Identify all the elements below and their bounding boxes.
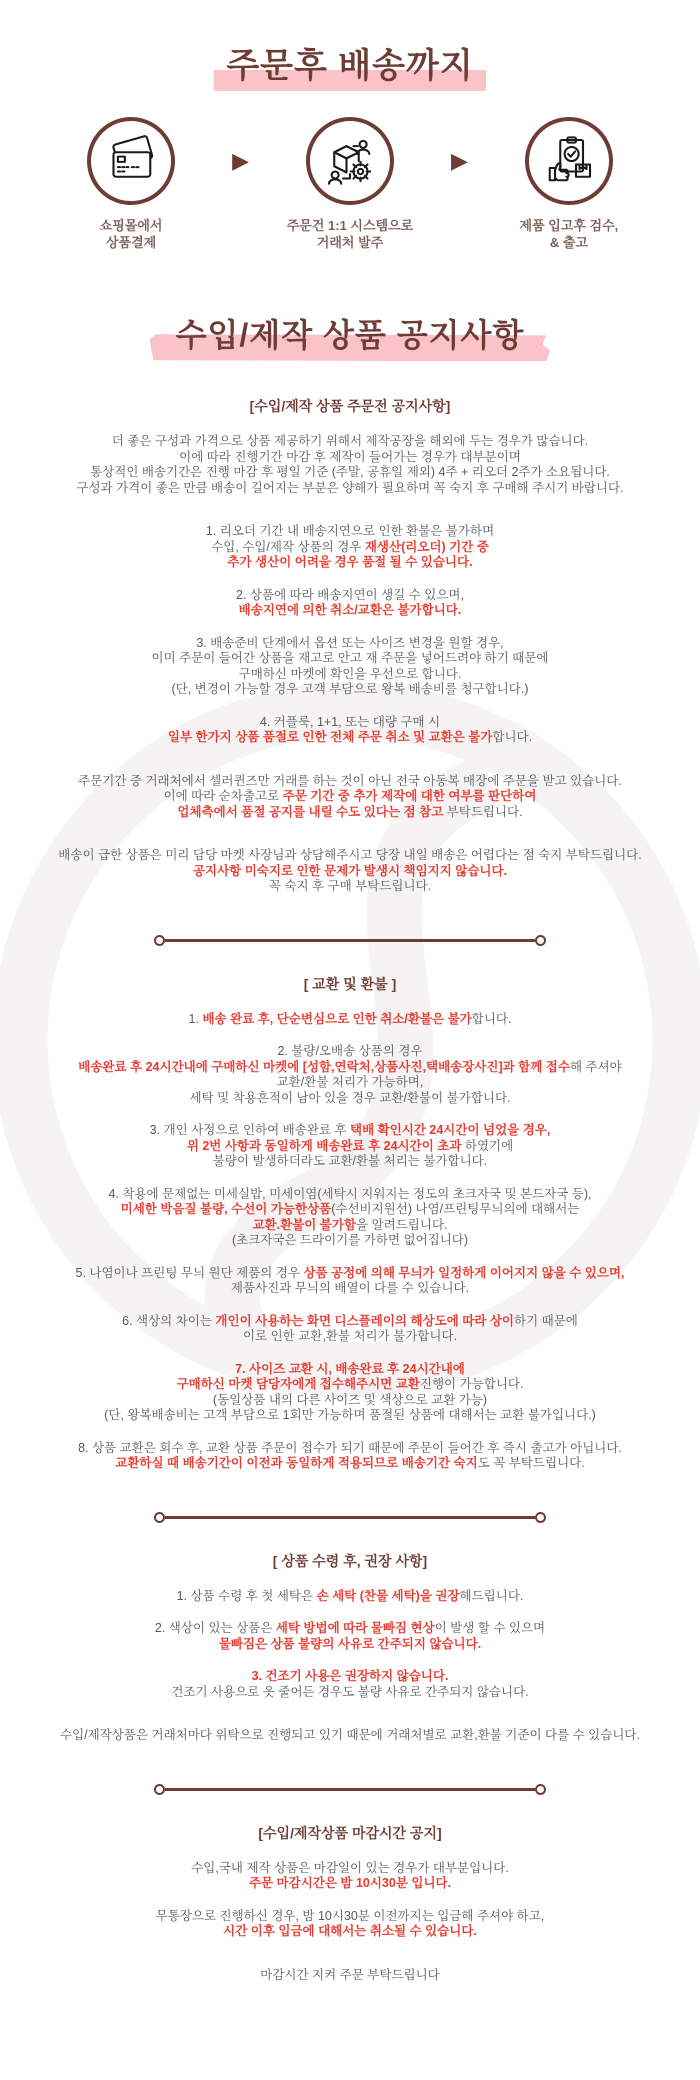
notice-paragraph: 6. 색상의 차이는 개인이 사용하는 화면 디스플레이의 해상도에 따라 상이하기 때문에 이로 인한 교환,환불 처리가 불가합니다. [122, 1313, 578, 1344]
notice-paragraph: 3. 개인 사정으로 인하여 배송완료 후 택배 확인시간 24시간이 넘었을 경우, 위 2번 사항과 동일하게 배송완료 후 24시간이 초과 하였기에 불량이 발생하더라도 교환/환불 처리는 불가합니다. [149, 1123, 551, 1169]
notice-paragraph: 주문기간 중 거래처에서 셀러퀸즈만 거래를 하는 것이 아닌 전국 아동복 매장에 주문을 받고 있습니다. 이에 따라 순차출고로 주문 기간 중 추가 제작에 대한 여부를 판단하여 업체측에서 품절 공지를 내릴 수도 있다는 점 참고 부탁드립니다. [78, 773, 622, 819]
divider-ring [535, 1512, 546, 1523]
notice-paragraph: 7. 사이즈 교환 시, 배송완료 후 24시간내에 구매하신 마켓 담당자에게 접수해주시면 교환진행이 가능합니다. (동일상품 내의 다른 사이즈 및 색상으로 교환 가능) (단, 왕복배송비는 고객 부담으로 1회만 가능하며 품절된 상품에 대해서는 교환 불가입니다.) [104, 1361, 596, 1423]
step-order-system [275, 117, 425, 252]
credit-card-icon [103, 133, 159, 189]
arrow-right-icon: ▶ [451, 148, 468, 174]
page-title: 주문후 배송까지 [226, 46, 473, 87]
section-heading: [수입/제작상품 마감시간 공지] [258, 1824, 442, 1841]
notice-paragraph: 2. 상품에 따라 배송지연이 생길 수 있으며, 배송지연에 의한 취소/교환은 불가합니다. [236, 587, 464, 618]
process-steps [0, 117, 700, 252]
notice-paragraph: 3. 배송준비 단계에서 옵션 또는 사이즈 변경을 원할 경우, 이미 주문이 들어간 상품을 재고로 안고 재 주문을 넣어드려야 하기 때문에 구매하신 마켓에 확인을 우선으로 합니다. (단, 변경이 가능할 경우 고객 부담으로 왕복 배송비를 청구합니다.) [151, 635, 549, 697]
step-label: 주문건 1:1 시스템으로 거래처 발주 [286, 217, 414, 251]
notice-paragraph: 2. 색상이 있는 상품은 세탁 방법에 따라 물빠짐 현상이 발생 할 수 있으며 물빠짐은 상품 불량의 사유로 간주되지 않습니다. [154, 1621, 546, 1651]
notice-title: 수입/제작 상품 공지사항 [176, 316, 525, 354]
divider-line [165, 1516, 535, 1519]
notice-paragraph: 5. 나염이나 프린팅 무늬 원단 제품의 경우 상품 공정에 의해 무늬가 일정하게 이어지지 않을 수 있으며, 제품사진과 무늬의 배열이 다를 수 있습니다. [75, 1265, 625, 1296]
arrow-right-icon: ▶ [232, 148, 249, 174]
order-system-icon [322, 133, 378, 189]
step-circle [306, 117, 394, 205]
notice-paragraph: 더 좋은 구성과 가격으로 상품 제공하기 위해서 제작공장을 해외에 두는 경우가 많습니다. 이에 따라 진행기간 마감 후 제작이 들어가는 경우가 대부분이며 통상적인 배송기간은 진행 마감 후 평일 기준 (주말, 공휴일 제외) 4주 + 리오더 2주가 소요됩니다. 구성과 가격이 좋은 만큼 배송이 길어지는 부분은 양해가 필요하며 꼭 숙지 후 구매해 주시기 바랍니다. [76, 434, 624, 495]
section-divider [154, 1784, 546, 1795]
notice-paragraph: 8. 상품 교환은 회수 후, 교환 상품 주문이 접수가 되기 때문에 주문이 들어간 후 즉시 출고가 아닙니다. 교환하실 때 배송기간이 이전과 동일하게 적용되므로 배송기간 숙지도 꼭 부탁드립니다. [78, 1440, 622, 1471]
notice-paragraph: 1. 배송 완료 후, 단순변심으로 인한 취소/환불은 불가합니다. [188, 1011, 512, 1026]
section-divider [154, 935, 546, 946]
notice-paragraph: 수입/제작상품은 거래처마다 위탁으로 진행되고 있기 때문에 거래처별로 교환,환불 기준이 다를 수 있습니다. [60, 1728, 640, 1743]
divider-line [165, 1788, 535, 1791]
divider-ring [535, 1784, 546, 1795]
notice-paragraph: 1. 리오더 기간 내 배송지연으로 인한 환불은 불가하며 수입, 수입/제작 상품의 경우 재생산(리오더) 기간 중 추가 생산이 어려울 경우 품절 될 수 있습니다. [205, 524, 495, 570]
divider-ring [535, 935, 546, 946]
divider-ring [154, 1512, 165, 1523]
step-payment [56, 117, 206, 252]
step-circle [525, 117, 613, 205]
notice-paragraph: 4. 착용에 문제없는 미세실밥, 미세이염(세탁시 지워지는 정도의 초크자국 및 본드자국 등), 미세한 박음질 불량, 수선이 가능한상품(수선비지원선) 나염/프린팅무늬의에 대해서는 교환.환불이 불가함을 알려드립니다. (초크자국은 드라이기를 가하면 없어집니다) [108, 1186, 592, 1248]
notice-paragraph: 수입,국내 제작 상품은 마감일이 있는 경우가 대부분입니다. 주문 마감시간은 밤 10시30분 입니다. [191, 1860, 509, 1891]
notice-paragraph: 배송이 급한 상품은 미리 담당 마켓 사장님과 상담해주시고 당장 내일 배송은 어렵다는 점 숙지 부탁드립니다. 공지사항 미숙지로 인한 문제가 발생시 책임지지 않습니다. 꼭 숙지 후 구매 부탁드립니다. [58, 848, 642, 894]
section-divider [154, 1512, 546, 1523]
notice-paragraph: 마감시간 지켜 주문 부탁드립니다 [260, 1967, 440, 1982]
notice-paragraph: 4. 커플룩, 1+1, 또는 대량 구매 시 일부 한가지 상품 품절로 인한 전체 주문 취소 및 교환은 불가합니다. [167, 714, 533, 745]
section-heading: [ 상품 수령 후, 권장 사항] [272, 1552, 428, 1569]
divider-ring [154, 1784, 165, 1795]
notice-content [0, 396, 700, 1983]
step-label: 제품 입고후 검수, & 출고 [519, 217, 619, 251]
step-inspection [494, 117, 644, 252]
section-heading: [수입/제작 상품 주문전 공지사항] [249, 398, 451, 415]
notice-paragraph: 1. 상품 수령 후 첫 세탁은 손 세탁 (찬물 세탁)을 권장해드립니다. [176, 1588, 524, 1603]
notice-paragraph: 무통장으로 진행하신 경우, 밤 10시30분 이전까지는 입금해 주셔야 하고, 시간 이후 입금에 대해서는 취소될 수 있습니다. [155, 1908, 545, 1939]
inspection-icon [541, 133, 597, 189]
step-circle [87, 117, 175, 205]
step-label: 쇼핑몰에서 상품결제 [99, 217, 163, 251]
divider-ring [154, 935, 165, 946]
notice-paragraph: 2. 불량/오배송 상품의 경우 배송완료 후 24시간내에 구매하신 마켓에 [성함,연락처,상품사진,택배송장사진]과 함께 접수해 주셔야 교환/환불 처리가 가능하며, 세탁 및 착용흔적이 남아 있을 경우 교환/환불이 불가합니다. [78, 1044, 622, 1105]
section-heading: [ 교환 및 환불 ] [303, 975, 397, 992]
divider-line [165, 939, 535, 942]
notice-paragraph: 3. 건조기 사용은 권장하지 않습니다. 건조기 사용으로 옷 줄어든 경우도 불량 사유로 간주되지 않습니다. [171, 1669, 529, 1699]
